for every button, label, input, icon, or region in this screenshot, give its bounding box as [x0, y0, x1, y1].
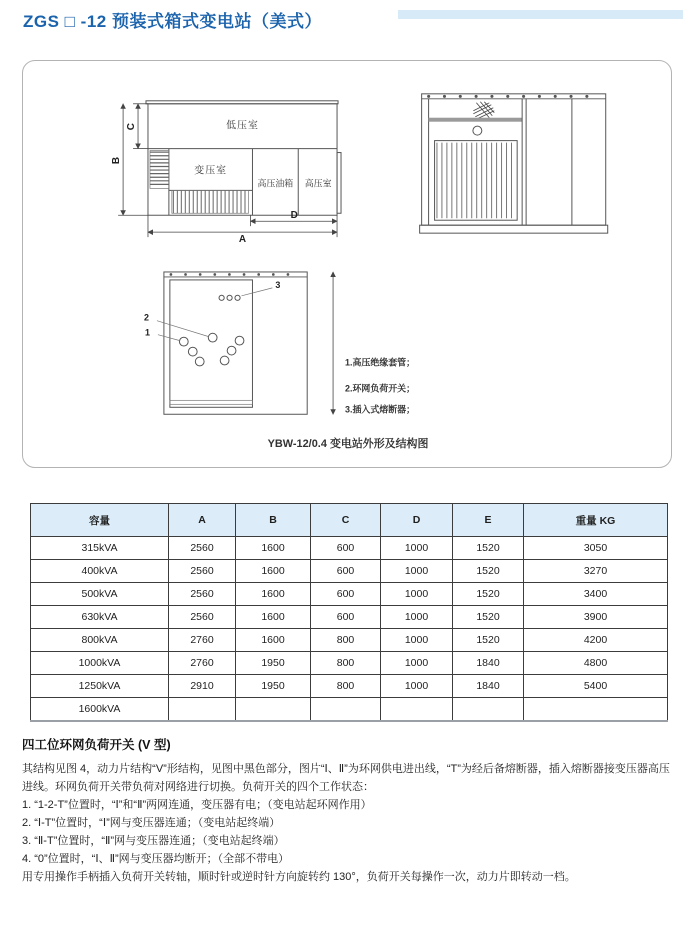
legend-item: 1.高压绝缘套管；: [345, 357, 416, 368]
switch-state-item-3: 3. “Ⅱ-T”位置时，“Ⅱ”网与变压器连通；（变电站起终端）: [22, 835, 285, 847]
cell-weight: 4800: [524, 652, 668, 675]
table-row: [31, 537, 668, 560]
elevation-view-drawing: [420, 94, 608, 233]
table-row: [31, 560, 668, 583]
dimensions-weight-table: [30, 503, 668, 722]
cell-capacity: 500kVA: [31, 583, 169, 606]
cell-a: 2760: [169, 652, 236, 675]
cell-weight: 3400: [524, 583, 668, 606]
cell-capacity: 800kVA: [31, 629, 169, 652]
col-header-capacity: 容量: [31, 504, 169, 537]
col-header-d: D: [381, 504, 453, 537]
cell-d: 1000: [381, 652, 453, 675]
cell-capacity: 400kVA: [31, 560, 169, 583]
cell-weight: [524, 698, 668, 722]
cell-e: [453, 698, 524, 722]
cell-a: 2560: [169, 606, 236, 629]
cell-c: 800: [311, 629, 381, 652]
plan-dim-b: B: [111, 156, 123, 165]
plan-dim-c: C: [126, 123, 138, 131]
plan-label-low-voltage-room: 低压室: [226, 120, 259, 132]
legend-item: 3.插入式熔断器；: [345, 404, 416, 415]
cell-a: [169, 698, 236, 722]
substation-drawing: [23, 61, 671, 467]
section-body: [22, 760, 680, 886]
cell-d: 1000: [381, 583, 453, 606]
cell-b: 1600: [236, 606, 311, 629]
cell-capacity: 1250kVA: [31, 675, 169, 698]
cell-e: 1840: [453, 675, 524, 698]
cell-weight: 3270: [524, 560, 668, 583]
plan-dim-d: D: [290, 210, 298, 222]
table-row: [31, 583, 668, 606]
cell-e: 1840: [453, 652, 524, 675]
col-header-a: A: [169, 504, 236, 537]
cell-e: 1520: [453, 629, 524, 652]
callout-3: 3: [275, 279, 281, 290]
table-header-row: [31, 504, 668, 537]
cell-b: [236, 698, 311, 722]
switch-state-item-2: 2. “Ⅰ-T”位置时，“Ⅰ”网与变压器连通；（变电站起终端）: [22, 817, 281, 829]
plan-label-hv-room: 高压室: [304, 178, 332, 189]
cell-capacity: 1600kVA: [31, 698, 169, 722]
cell-e: 1520: [453, 583, 524, 606]
cell-capacity: 1000kVA: [31, 652, 169, 675]
cell-d: 1000: [381, 606, 453, 629]
cell-b: 1600: [236, 583, 311, 606]
cell-c: 600: [311, 560, 381, 583]
figure-legend: [345, 357, 415, 415]
col-header-b: B: [236, 504, 311, 537]
col-header-weight: 重量 KG: [524, 504, 668, 537]
switch-state-item-1: 1. “1-2-T”位置时，“Ⅰ”和“Ⅱ”两网连通，变压器有电；（变电站起环网作用）: [22, 799, 372, 811]
cell-a: 2760: [169, 629, 236, 652]
legend-item: 2.环网负荷开关；: [345, 383, 416, 394]
table-row: [31, 652, 668, 675]
cell-e: 1520: [453, 606, 524, 629]
col-header-e: E: [453, 504, 524, 537]
callout-2: 2: [143, 312, 149, 323]
cell-b: 1600: [236, 560, 311, 583]
cell-c: 600: [311, 606, 381, 629]
table-row: [31, 698, 668, 722]
cell-d: 1000: [381, 675, 453, 698]
cell-b: 1600: [236, 537, 311, 560]
section-heading: 四工位环网负荷开关 (V 型): [22, 738, 171, 752]
cell-d: 1000: [381, 629, 453, 652]
cell-capacity: 630kVA: [31, 606, 169, 629]
cell-c: 800: [311, 652, 381, 675]
page-title: ZGS □ -12 预装式箱式变电站（美式）: [23, 12, 322, 31]
section-outro: 用专用操作手柄插入负荷开关转轴，顺时针或逆时针方向旋转约 130°，负荷开关每操作一次，动力片即转动一档。: [22, 871, 576, 883]
cell-a: 2560: [169, 583, 236, 606]
figure-panel: [22, 60, 672, 468]
cell-weight: 3900: [524, 606, 668, 629]
table-row: [31, 629, 668, 652]
plan-view-drawing: [111, 101, 341, 245]
cell-d: 1000: [381, 537, 453, 560]
cell-c: 600: [311, 583, 381, 606]
cell-weight: 5400: [524, 675, 668, 698]
section-intro: 其结构见图 4，动力片结构“V”形结构，见图中黑色部分，图片“Ⅰ、Ⅱ”为环网供电进出线，“T”为经后备熔断器，插入熔断器接变压器高压进线。环网负荷开关带负荷对网络进行切换。负荷开关的四个工作状态：: [22, 763, 670, 793]
cell-a: 2560: [169, 537, 236, 560]
cell-a: 2910: [169, 675, 236, 698]
cell-d: 1000: [381, 560, 453, 583]
table-row: [31, 606, 668, 629]
cell-capacity: 315kVA: [31, 537, 169, 560]
figure-caption: YBW-12/0.4 变电站外形及结构图: [267, 438, 429, 451]
cell-b: 1950: [236, 652, 311, 675]
plan-label-transformer-room: 变压室: [194, 165, 228, 177]
cell-c: [311, 698, 381, 722]
cell-b: 1950: [236, 675, 311, 698]
cell-e: 1520: [453, 560, 524, 583]
cell-e: 1520: [453, 537, 524, 560]
switch-state-item-4: 4. “0”位置时，“Ⅰ、Ⅱ”网与变压器均断开；（全部不带电）: [22, 853, 290, 865]
cell-a: 2560: [169, 560, 236, 583]
cell-c: 600: [311, 537, 381, 560]
plan-dim-a: A: [238, 234, 247, 246]
cell-d: [381, 698, 453, 722]
col-header-c: C: [311, 504, 381, 537]
plan-label-hv-oil-tank: 高压油箱: [257, 178, 294, 189]
cell-weight: 3050: [524, 537, 668, 560]
cell-c: 800: [311, 675, 381, 698]
structure-view-drawing: [144, 272, 333, 414]
title-accent-bar: [398, 10, 683, 19]
callout-1: 1: [144, 327, 150, 338]
table-row: [31, 675, 668, 698]
cell-weight: 4200: [524, 629, 668, 652]
cell-b: 1600: [236, 629, 311, 652]
